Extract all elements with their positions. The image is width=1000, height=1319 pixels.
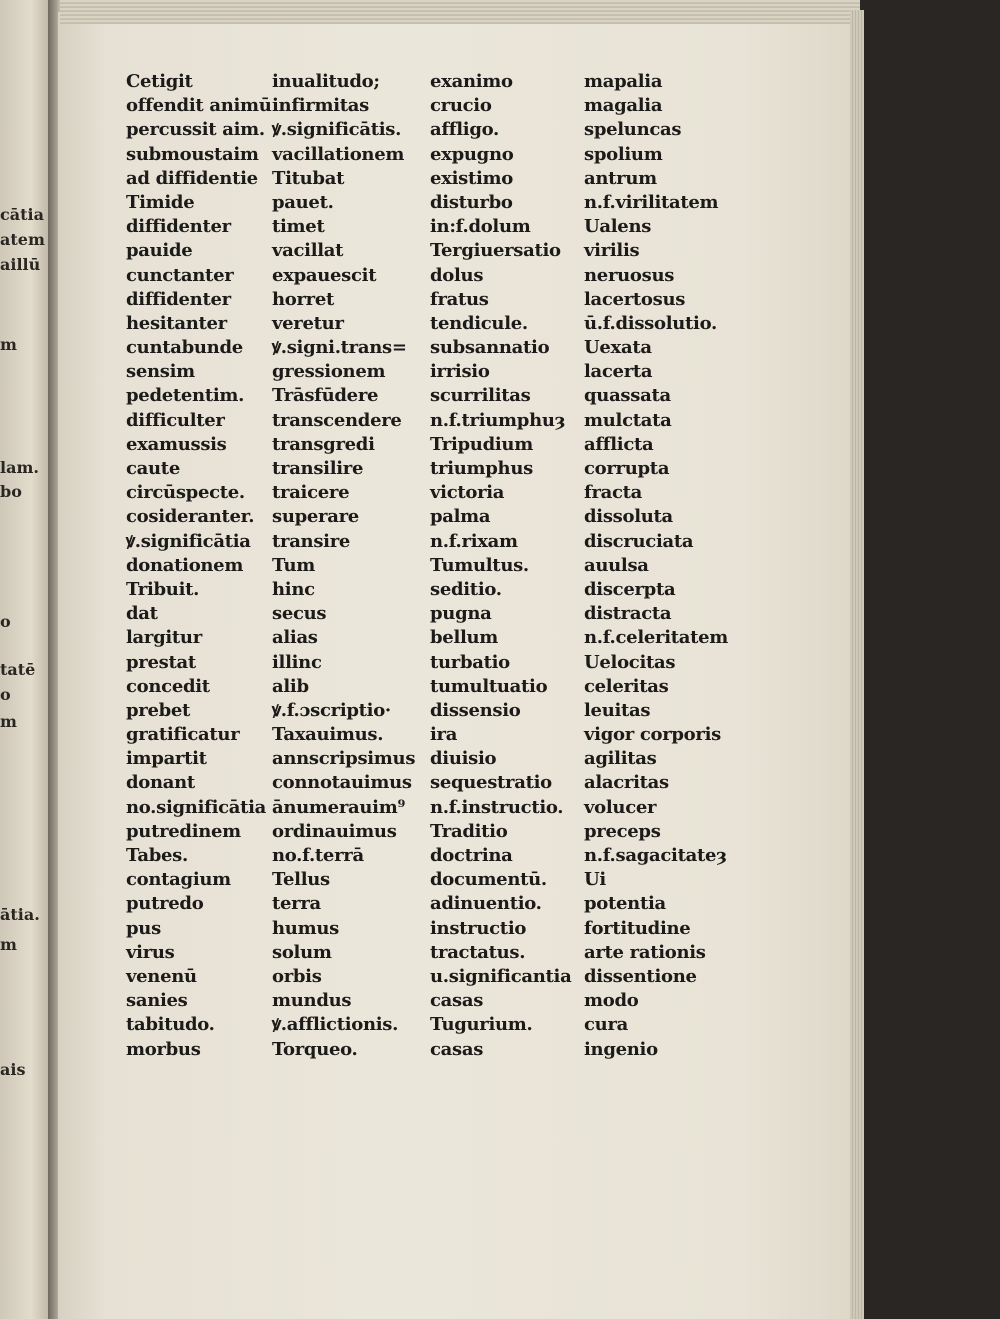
entry-line: Traditio (430, 820, 508, 842)
entry-line: prestat (126, 651, 196, 673)
entry-line: pus (126, 917, 161, 939)
entry-line: prebet (126, 699, 191, 721)
entry-line: gratificatur (126, 724, 240, 746)
entry-line: antrum (584, 167, 657, 189)
entry-line: fratus (430, 288, 489, 310)
entry-line: arte rationis (584, 941, 706, 963)
entry-line: transire (272, 530, 351, 552)
entry-line: tumultuatio (430, 675, 548, 697)
left-fragment: m (0, 335, 17, 354)
entry-line: sequestratio (430, 772, 552, 794)
entry-line: donant (126, 772, 195, 794)
entry-line: casas (430, 990, 484, 1012)
entry-line: caute (126, 458, 180, 479)
entry-line: putredo (126, 893, 204, 915)
entry-line: Trāsfūdere (272, 385, 379, 407)
entry-line: connotauimus (272, 772, 412, 794)
entry-line: crucio (430, 95, 492, 117)
entry-line: offendit animū (126, 95, 272, 117)
entry-line: preceps (584, 820, 661, 842)
entry-line: u.significantia (430, 965, 572, 987)
entry-line: magalia (584, 95, 663, 117)
entry-line: victoria (430, 482, 505, 504)
left-fragment: ātia. (0, 905, 40, 924)
entry-line: palma (430, 506, 491, 528)
entry-line: veretur (272, 312, 344, 334)
entry-line: vigor corporis (584, 724, 721, 746)
entry-line: afflicta (584, 433, 654, 455)
entry-line: dissentione (584, 965, 697, 987)
entry-line: cura (584, 1014, 628, 1036)
left-fragment: bo (0, 482, 22, 501)
entry-line: ira (430, 724, 458, 746)
entry-line: ꝟ.afflictionis. (272, 1014, 399, 1036)
entry-line: discerpta (584, 578, 676, 600)
entry-line: donationem (126, 554, 244, 576)
entry-line: annscripsimus (272, 748, 416, 770)
entry-line: in:f.dolum (430, 216, 531, 238)
entry-line: fortitudine (584, 917, 691, 939)
entry-line: humus (272, 917, 339, 939)
left-fragment: atem (0, 230, 45, 249)
entry-line: triumphus (430, 458, 533, 479)
entry-line: dissensio (430, 699, 521, 721)
entry-line: expauescit (272, 264, 377, 286)
entry-line: tendicule. (430, 312, 528, 334)
entry-line: percussit aim. (126, 119, 265, 141)
left-fragment: m (0, 712, 17, 731)
entry-line: vacillat (272, 240, 344, 262)
entry-line: Tabes. (126, 845, 188, 866)
entry-line: terra (272, 893, 321, 915)
entry-line: morbus (126, 1038, 201, 1060)
entry-line: difficulter (126, 409, 225, 431)
entry-line: pauide (126, 240, 193, 262)
entry-line: examussis (126, 433, 227, 455)
entry-line: auulsa (584, 554, 649, 576)
entry-line: hesitanter (126, 312, 227, 334)
entry-line: n.f.triumphuȝ (430, 409, 566, 431)
entry-line: ānumerauim⁹ (272, 796, 406, 818)
entry-line: Tripudium (430, 433, 533, 455)
entry-line: Tellus (272, 869, 330, 891)
entry-line: hinc (272, 578, 315, 600)
entry-line: exanimo (430, 71, 513, 92)
entry-line: potentia (584, 893, 666, 915)
left-fragment: o (0, 612, 11, 631)
column-2 (272, 70, 415, 1062)
entry-line: tabitudo. (126, 1014, 215, 1036)
entry-line: scurrilitas (430, 385, 531, 407)
entry-line: neruosus (584, 264, 675, 286)
entry-line: pugna (430, 603, 492, 625)
entry-line: tractatus. (430, 941, 526, 963)
entry-line: Torqueo. (272, 1038, 358, 1060)
entry-line: lacerta (584, 361, 653, 383)
entry-line: turbatio (430, 651, 510, 673)
entry-line: Titubat (272, 167, 345, 189)
page-stack-top (60, 0, 860, 24)
entry-line: ꝟ.significātis. (272, 119, 402, 141)
entry-line: venenū (126, 965, 197, 987)
entry-line: n.f.sagacitateȝ (584, 845, 727, 866)
entry-line: Uelocitas (584, 651, 676, 673)
entry-line: sensim (126, 361, 195, 383)
entry-line: superare (272, 506, 359, 528)
entry-line: putredinem (126, 820, 241, 842)
entry-line: celeritas (584, 675, 669, 697)
entry-line: agilitas (584, 748, 657, 770)
entry-line: mundus (272, 990, 352, 1012)
entry-line: fracta (584, 482, 643, 504)
entry-line: n.f.celeritatem (584, 627, 729, 649)
entry-line: traicere (272, 482, 350, 504)
entry-line: quassata (584, 385, 671, 407)
entry-line: n.f.rixam (430, 530, 518, 552)
entry-line: subsannatio (430, 337, 550, 359)
left-fragment: lam. (0, 458, 39, 477)
entry-line: casas (430, 1038, 484, 1060)
entry-line: Tergiuersatio (430, 240, 561, 262)
entry-line: inualitudo; (272, 71, 380, 92)
entry-line: diuisio (430, 748, 497, 770)
entry-line: timet (272, 216, 325, 238)
column-4 (584, 70, 728, 1062)
entry-line: leuitas (584, 699, 651, 721)
entry-line: spolium (584, 143, 663, 165)
entry-line: ꝟ.signi.trans= (272, 337, 407, 359)
entry-line: dat (126, 603, 158, 625)
entry-line: submoustaim (126, 143, 259, 165)
entry-line: virilis (584, 240, 640, 262)
left-fragment: m (0, 935, 17, 954)
entry-line: dolus (430, 264, 484, 286)
entry-line: distracta (584, 603, 672, 625)
entry-line: ꝟ.significātia (126, 530, 251, 552)
entry-line: existimo (430, 167, 513, 189)
column-1 (126, 70, 272, 1062)
entry-line: concedit (126, 675, 210, 697)
entry-line: pauet. (272, 191, 334, 213)
entry-line: ꝟ.f.ɔscriptio· (272, 699, 391, 721)
entry-line: pedetentim. (126, 385, 245, 407)
left-fragment: aillū (0, 255, 41, 274)
entry-line: Tumultus. (430, 554, 529, 576)
entry-line: Tum (272, 554, 315, 576)
entry-line: ad diffidentie (126, 167, 258, 189)
entry-line: solum (272, 941, 332, 963)
entry-line: circūspecte. (126, 482, 245, 504)
entry-line: alib (272, 675, 309, 697)
entry-line: bellum (430, 627, 499, 649)
entry-line: Timide (126, 191, 195, 213)
page-stack-right (850, 10, 864, 1319)
entry-line: diffidenter (126, 288, 231, 310)
entry-line: mapalia (584, 71, 663, 92)
entry-line: corrupta (584, 458, 670, 479)
column-3 (430, 70, 571, 1062)
entry-line: Tugurium. (430, 1014, 533, 1036)
entry-line: discruciata (584, 530, 694, 552)
entry-line: no.f.terrā (272, 845, 364, 866)
entry-line: ū.f.dissolutio. (584, 312, 717, 334)
entry-line: secus (272, 603, 327, 625)
entry-line: n.f.instructio. (430, 796, 564, 818)
entry-line: transgredi (272, 433, 375, 455)
entry-line: cosideranter. (126, 506, 255, 528)
entry-line: alacritas (584, 772, 669, 794)
entry-line: expugno (430, 143, 514, 165)
left-page-edge (0, 0, 52, 1319)
entry-line: cunctanter (126, 264, 234, 286)
entry-line: largitur (126, 627, 202, 649)
entry-line: contagium (126, 869, 231, 891)
entry-line: instructio (430, 917, 527, 939)
entry-line: ordinauimus (272, 820, 397, 842)
entry-line: lacertosus (584, 288, 686, 310)
entry-line: virus (126, 941, 175, 963)
entry-line: gressionem (272, 361, 386, 383)
entry-line: dissoluta (584, 506, 673, 528)
entry-line: doctrina (430, 845, 513, 866)
entry-line: Tribuit. (126, 578, 200, 600)
entry-line: Ualens (584, 216, 652, 238)
entry-line: alias (272, 627, 318, 649)
entry-line: vacillationem (272, 143, 405, 165)
entry-line: seditio. (430, 578, 502, 600)
entry-line: volucer (584, 796, 657, 818)
entry-line: speluncas (584, 119, 682, 141)
left-fragment: ais (0, 1060, 26, 1079)
entry-line: orbis (272, 965, 322, 987)
entry-line: transilire (272, 458, 364, 479)
entry-line: cuntabunde (126, 337, 243, 359)
left-fragment: cātia (0, 205, 44, 224)
entry-line: n.f.virilitatem (584, 191, 719, 213)
entry-line: diffidenter (126, 216, 231, 238)
entry-line: Uexata (584, 337, 652, 359)
entry-line: illinc (272, 651, 322, 673)
entry-line: adinuentio. (430, 893, 542, 915)
entry-line: affligo. (430, 119, 499, 141)
entry-line: horret (272, 288, 335, 310)
entry-line: ingenio (584, 1038, 658, 1060)
entry-line: Taxauimus. (272, 724, 384, 746)
entry-line: impartit (126, 748, 207, 770)
entry-line: Ui (584, 869, 606, 891)
left-fragment: o (0, 685, 11, 704)
entry-line: modo (584, 990, 639, 1012)
entry-line: transcendere (272, 409, 402, 431)
entry-line: Cetigit (126, 71, 193, 92)
entry-line: irrisio (430, 361, 490, 383)
left-fragment: tatē (0, 660, 36, 679)
entry-line: infirmitas (272, 95, 369, 117)
entry-line: disturbo (430, 191, 513, 213)
entry-line: no.significātia (126, 796, 267, 818)
entry-line: sanies (126, 990, 188, 1012)
entry-line: documentū. (430, 869, 547, 891)
entry-line: mulctata (584, 409, 672, 431)
